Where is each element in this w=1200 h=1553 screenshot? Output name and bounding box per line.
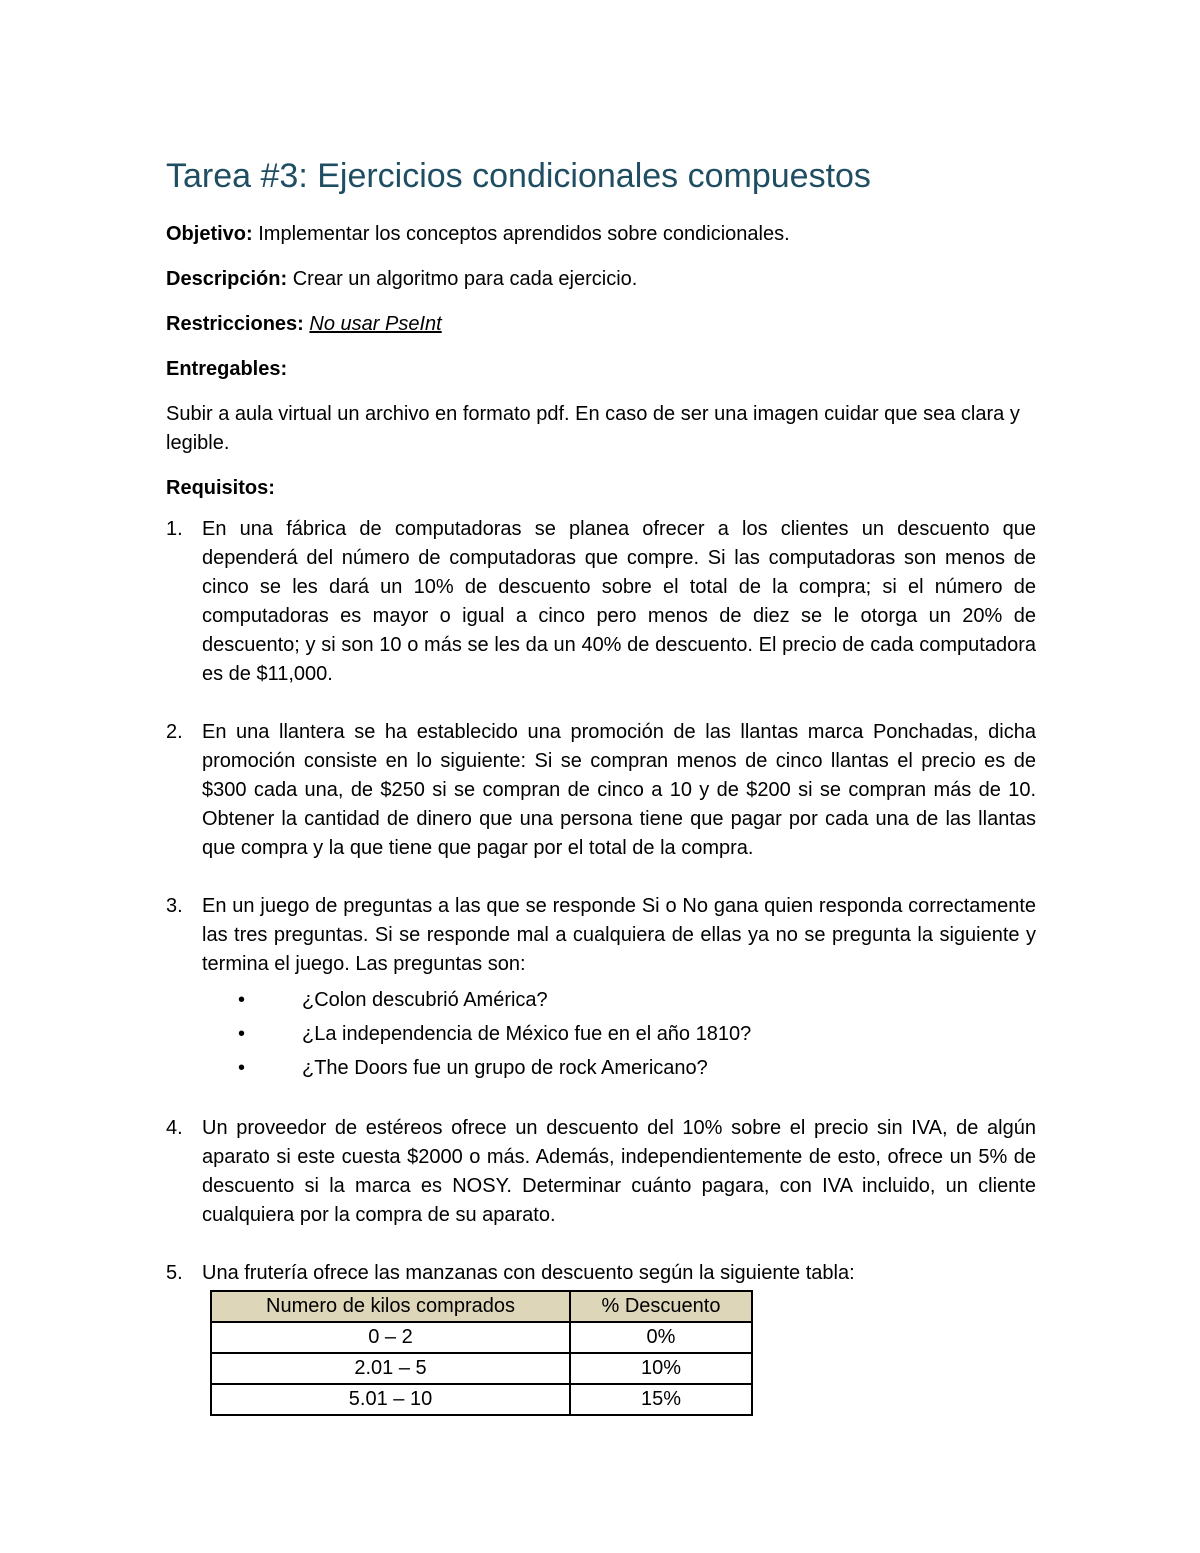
- list-item: [166, 515, 1036, 689]
- entregables-text: Subir a aula virtual un archivo en formato pdf. En caso de ser una imagen cuidar que sea clara y legible.: [166, 403, 1020, 454]
- question-text: ¿The Doors fue un grupo de rock Americano?: [302, 1057, 708, 1079]
- table-cell: 0 – 2: [211, 1322, 570, 1353]
- item-number: 1.: [166, 518, 183, 540]
- restricciones-line: [166, 310, 1036, 339]
- objetivo-label: Objetivo:: [166, 223, 253, 245]
- table-header: Numero de kilos comprados: [211, 1291, 570, 1322]
- bullet-icon: •: [238, 1057, 246, 1079]
- item-number: 4.: [166, 1117, 183, 1139]
- table-row: [211, 1384, 752, 1415]
- entregables-heading: [166, 355, 1036, 384]
- list-item: [166, 892, 1036, 1085]
- entregables-label: Entregables:: [166, 358, 288, 380]
- question-item: [202, 1017, 1036, 1051]
- list-item: [166, 1259, 1036, 1416]
- bullet-icon: •: [238, 989, 246, 1011]
- question-item: [202, 1051, 1036, 1085]
- table-cell: 2.01 – 5: [211, 1353, 570, 1384]
- requisitos-label: Requisitos:: [166, 477, 275, 499]
- page-title: Tarea #3: Ejercicios condicionales compuestos: [166, 157, 871, 195]
- objetivo-line: [166, 220, 1036, 249]
- table-row: [211, 1322, 752, 1353]
- item-text: Una frutería ofrece las manzanas con descuento según la siguiente tabla:: [202, 1262, 855, 1284]
- list-item: [166, 1114, 1036, 1230]
- item-number: 2.: [166, 721, 183, 743]
- descripcion-label: Descripción:: [166, 268, 288, 290]
- table-row: [211, 1353, 752, 1384]
- table-cell: 0%: [570, 1322, 752, 1353]
- question-item: [202, 983, 1036, 1017]
- list-item: [166, 718, 1036, 863]
- objetivo-text: Implementar los conceptos aprendidos sobre condicionales.: [252, 223, 790, 245]
- discount-table: [210, 1290, 753, 1416]
- item-text: Un proveedor de estéreos ofrece un descuento del 10% sobre el precio sin IVA, de algún aparato si este cuesta $2000 o más. Además, independientemente de esto, ofrece un 5% de descuento si la marca es NOSY. Determinar cuánto pagara, con IVA incluido, un cliente cualquiera por la compra de su aparato.: [202, 1117, 1036, 1226]
- item-number: 5.: [166, 1262, 183, 1284]
- item-number: 3.: [166, 895, 183, 917]
- requisitos-list: [166, 515, 1036, 1416]
- table-cell: 15%: [570, 1384, 752, 1415]
- bullet-icon: •: [238, 1023, 246, 1045]
- table-header-row: [211, 1291, 752, 1322]
- question-text: ¿La independencia de México fue en el año 1810?: [302, 1023, 752, 1045]
- descripcion-text: Crear un algoritmo para cada ejercicio.: [287, 268, 638, 290]
- item-text: En una llantera se ha establecido una promoción de las llantas marca Ponchadas, dicha promoción consiste en lo siguiente: Si se compran menos de cinco llantas el precio es de $300 cada una, de $250 si se compran de cinco a 10 y de $200 si se compran más de 10. Obtener la cantidad de dinero que una persona tiene que pagar por cada una de las llantas que compra y la que tiene que pagar por el total de la compra.: [202, 721, 1036, 859]
- table-cell: 5.01 – 10: [211, 1384, 570, 1415]
- restricciones-label: Restricciones:: [166, 313, 304, 335]
- restricciones-text: No usar PseInt: [309, 313, 442, 335]
- table-header: % Descuento: [570, 1291, 752, 1322]
- question-text: ¿Colon descubrió América?: [302, 989, 548, 1011]
- item-text: En una fábrica de computadoras se planea ofrecer a los clientes un descuento que dependerá del número de computadoras que compre. Si las computadoras son menos de cinco se les dará un 10% de descuento sobre el total de la compra; si el número de computadoras es mayor o igual a cinco pero menos de diez se le otorga un 20% de descuento; y si son 10 o más se les da un 40% de descuento. El precio de cada computadora es de $11,000.: [202, 518, 1036, 685]
- item-text: En un juego de preguntas a las que se responde Si o No gana quien responda correctamente las tres preguntas. Si se responde mal a cualquiera de ellas ya no se pregunta la siguiente y termina el juego. Las preguntas son:: [202, 895, 1036, 975]
- document-content: [166, 152, 1036, 1416]
- table-cell: 10%: [570, 1353, 752, 1384]
- descripcion-line: [166, 265, 1036, 294]
- questions-list: [202, 983, 1036, 1085]
